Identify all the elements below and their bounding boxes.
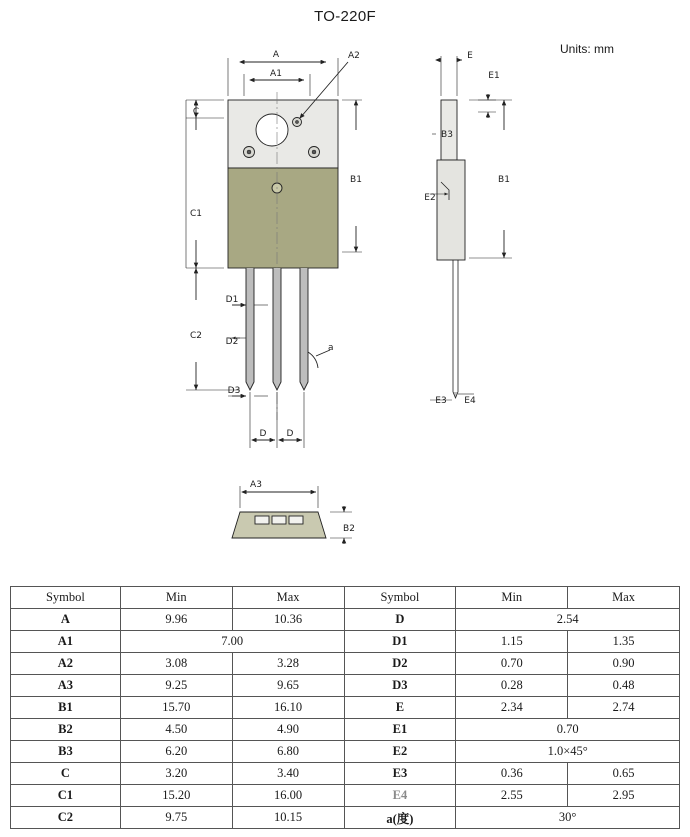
symbol-cell: a(度) [344,807,456,829]
symbol-cell: D [344,609,456,631]
max-cell: 6.80 [232,741,344,763]
min-cell: 0.28 [456,675,568,697]
min-cell: 9.96 [120,609,232,631]
svg-text:E2: E2 [424,193,436,203]
value-cell-span: 0.70 [456,719,680,741]
svg-text:C: C [192,107,200,117]
symbol-cell: A1 [11,631,121,653]
header-max-left: Max [232,587,344,609]
svg-text:C1: C1 [189,209,203,219]
header-max-right: Max [568,587,680,609]
svg-text:B1: B1 [498,175,510,185]
symbol-cell: A3 [11,675,121,697]
symbol-cell: A2 [11,653,121,675]
max-cell: 9.65 [232,675,344,697]
max-cell: 10.36 [232,609,344,631]
max-cell: 3.40 [232,763,344,785]
value-cell-span: 2.54 [456,609,680,631]
table-row [11,763,680,785]
table-row [11,697,680,719]
value-cell-span: 1.0×45° [456,741,680,763]
max-cell: 0.65 [568,763,680,785]
symbol-cell: B1 [11,697,121,719]
symbol-cell: A [11,609,121,631]
dimension-table [10,586,680,829]
table-row [11,675,680,697]
max-cell: 2.95 [568,785,680,807]
min-cell: 15.20 [120,785,232,807]
header-symbol-right: Symbol [344,587,456,609]
symbol-cell: E4 [344,785,456,807]
value-cell-span: 30° [456,807,680,829]
min-cell: 9.25 [120,675,232,697]
svg-text:E1: E1 [488,71,500,81]
page-title: TO-220F [314,8,376,25]
units-note: Units: mm [560,42,614,56]
svg-text:B1: B1 [350,175,362,185]
min-cell: 0.36 [456,763,568,785]
symbol-cell: D1 [344,631,456,653]
header-min-left: Min [120,587,232,609]
symbol-cell: C2 [11,807,121,829]
min-cell: 9.75 [120,807,232,829]
svg-text:D3: D3 [227,386,241,396]
max-cell: 0.48 [568,675,680,697]
table-row [11,785,680,807]
max-cell: 4.90 [232,719,344,741]
min-cell: 6.20 [120,741,232,763]
max-cell: 16.10 [232,697,344,719]
max-cell: 3.28 [232,653,344,675]
table-header-row [11,587,680,609]
symbol-cell: B3 [11,741,121,763]
header-symbol-left: Symbol [11,587,121,609]
min-cell: 3.08 [120,653,232,675]
svg-text:a: a [328,343,334,353]
min-cell: 3.20 [120,763,232,785]
max-cell: 1.35 [568,631,680,653]
min-cell: 2.34 [456,697,568,719]
svg-text:E3: E3 [435,396,447,406]
svg-text:D: D [259,429,267,439]
symbol-cell: E1 [344,719,456,741]
max-cell: 0.90 [568,653,680,675]
svg-text:A: A [272,50,280,60]
table-row [11,653,680,675]
table-row [11,807,680,829]
svg-text:A1: A1 [270,69,282,79]
min-cell: 15.70 [120,697,232,719]
symbol-cell: B2 [11,719,121,741]
svg-text:D1: D1 [225,295,239,305]
max-cell: 10.15 [232,807,344,829]
table-row [11,719,680,741]
svg-text:C2: C2 [189,331,203,341]
symbol-cell: E2 [344,741,456,763]
max-cell: 2.74 [568,697,680,719]
svg-text:E: E [467,51,473,61]
symbol-cell: E3 [344,763,456,785]
svg-text:D2: D2 [225,337,239,347]
min-cell: 2.55 [456,785,568,807]
svg-text:E4: E4 [464,396,476,406]
symbol-cell: D2 [344,653,456,675]
svg-text:B2: B2 [343,524,355,534]
svg-text:A2: A2 [348,51,360,61]
min-cell: 1.15 [456,631,568,653]
header-min-right: Min [456,587,568,609]
max-cell: 16.00 [232,785,344,807]
symbol-cell: C [11,763,121,785]
table-row [11,741,680,763]
symbol-cell: C1 [11,785,121,807]
table-row [11,609,680,631]
svg-text:D: D [286,429,294,439]
min-cell: 4.50 [120,719,232,741]
symbol-cell: D3 [344,675,456,697]
value-cell-span: 7.00 [120,631,344,653]
table-row [11,631,680,653]
symbol-cell: E [344,697,456,719]
svg-text:B3: B3 [441,130,453,140]
min-cell: 0.70 [456,653,568,675]
svg-text:A3: A3 [250,480,262,490]
